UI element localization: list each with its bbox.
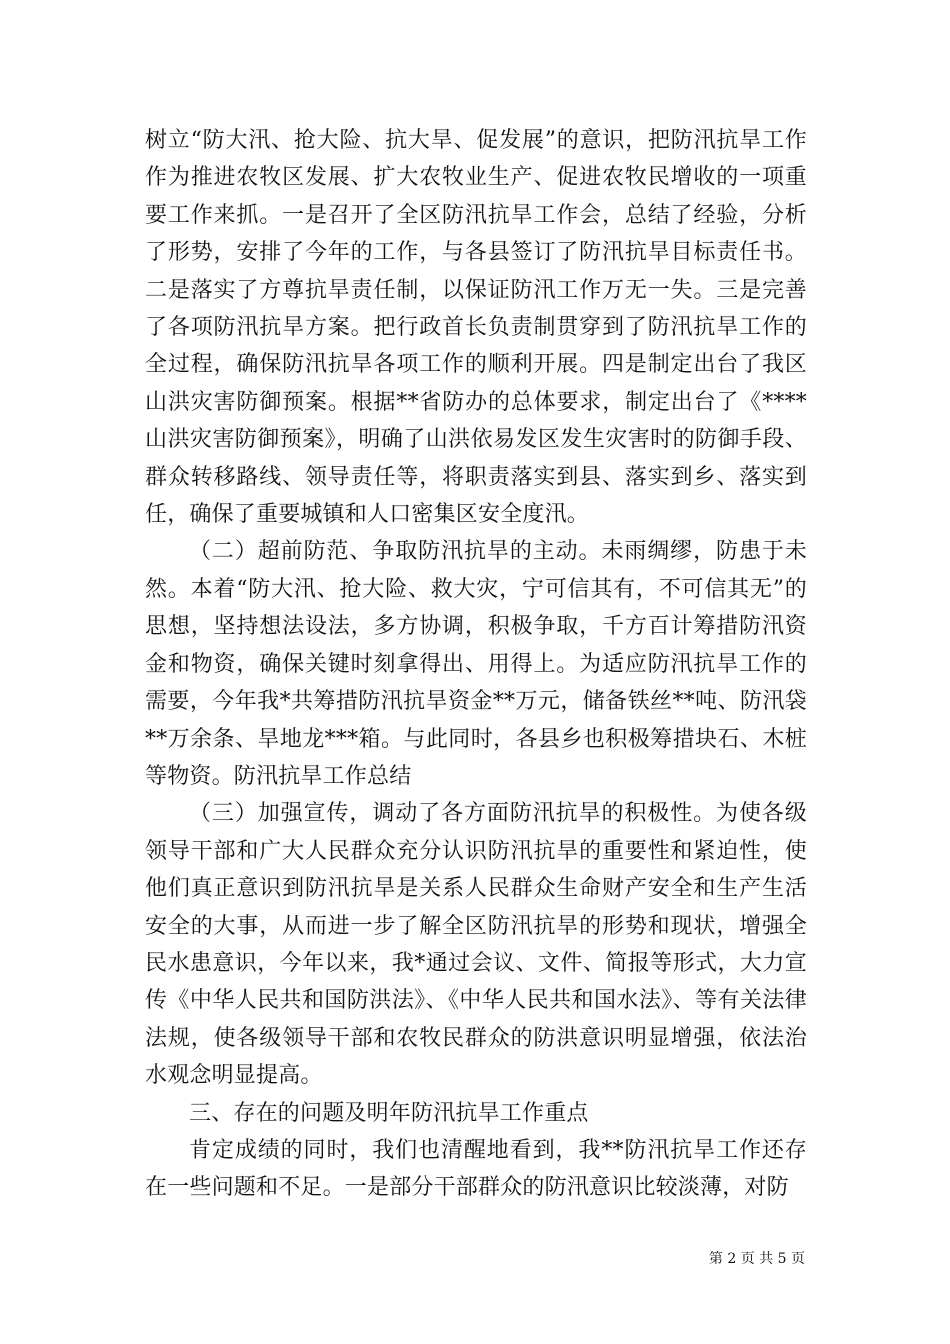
paragraph-problems: 肯定成绩的同时，我们也清醒地看到，我**防汛抗旱工作还存在一些问题和不足。一是部分干部群众的防汛意识比较淡薄，对防 [145, 1137, 807, 1201]
paragraph-section-3: （三）加强宣传，调动了各方面防汛抗旱的积极性。为使各级领导干部和广大人民群众充分认识防汛抗旱的重要性和紧迫性，使他们真正意识到防汛抗旱是关系人民群众生命财产安全和生产生活安全的大事，从而进一步了解全区防汛抗旱的形势和现状，增强全民水患意识，今年以来，我*通过会议、文件、简报等形式，大力宣传《中华人民共和国防洪法》、《中华人民共和国水法》、等有关法律法规，使各级领导干部和农牧民群众的防洪意识明显增强，依法治水观念明显提高。 [145, 801, 807, 1089]
section-heading-problems: 三、存在的问题及明年防汛抗旱工作重点 [189, 1100, 589, 1126]
document-body [145, 122, 807, 1207]
paragraph-section-2: （二）超前防范、争取防汛抗旱的主动。未雨绸缪，防患于未然。本着“防大汛、抢大险、救大灾，宁可信其有，不可信其无”的思想，坚持想法设法，多方协调，积极争取，千方百计筹措防汛资金和物资，确保关键时刻拿得出、用得上。为适应防汛抗旱工作的需要，今年我*共筹措防汛抗旱资金**万元，储备铁丝**吨、防汛袋**万余条、旱地龙***箱。与此同时，各县乡也积极筹措块石、木桩等物资。防汛抗旱工作总结 [145, 539, 807, 789]
paragraph-continuation: 树立“防大汛、抢大险、抗大旱、促发展”的意识，把防汛抗旱工作作为推进农牧区发展、扩大农牧业生产、促进农牧民增收的一项重要工作来抓。一是召开了全区防汛抗旱工作会，总结了经验，分析了形势，安排了今年的工作，与各县签订了防汛抗旱目标责任书。二是落实了方尊抗旱责任制，以保证防汛工作万无一失。三是完善了各项防汛抗旱方案。把行政首长负责制贯穿到了防汛抗旱工作的全过程，确保防汛抗旱各项工作的顺利开展。四是制定出台了我区山洪灾害防御预案。根据**省防办的总体要求，制定出台了《****山洪灾害防御预案》，明确了山洪依易发区发生灾害时的防御手段、群众转移路线、领导责任等，将职责落实到县、落实到乡、落实到任，确保了重要城镇和人口密集区安全度汛。 [145, 128, 807, 528]
page-number-footer: 第 2 页 共 5 页 [708, 1251, 805, 1267]
